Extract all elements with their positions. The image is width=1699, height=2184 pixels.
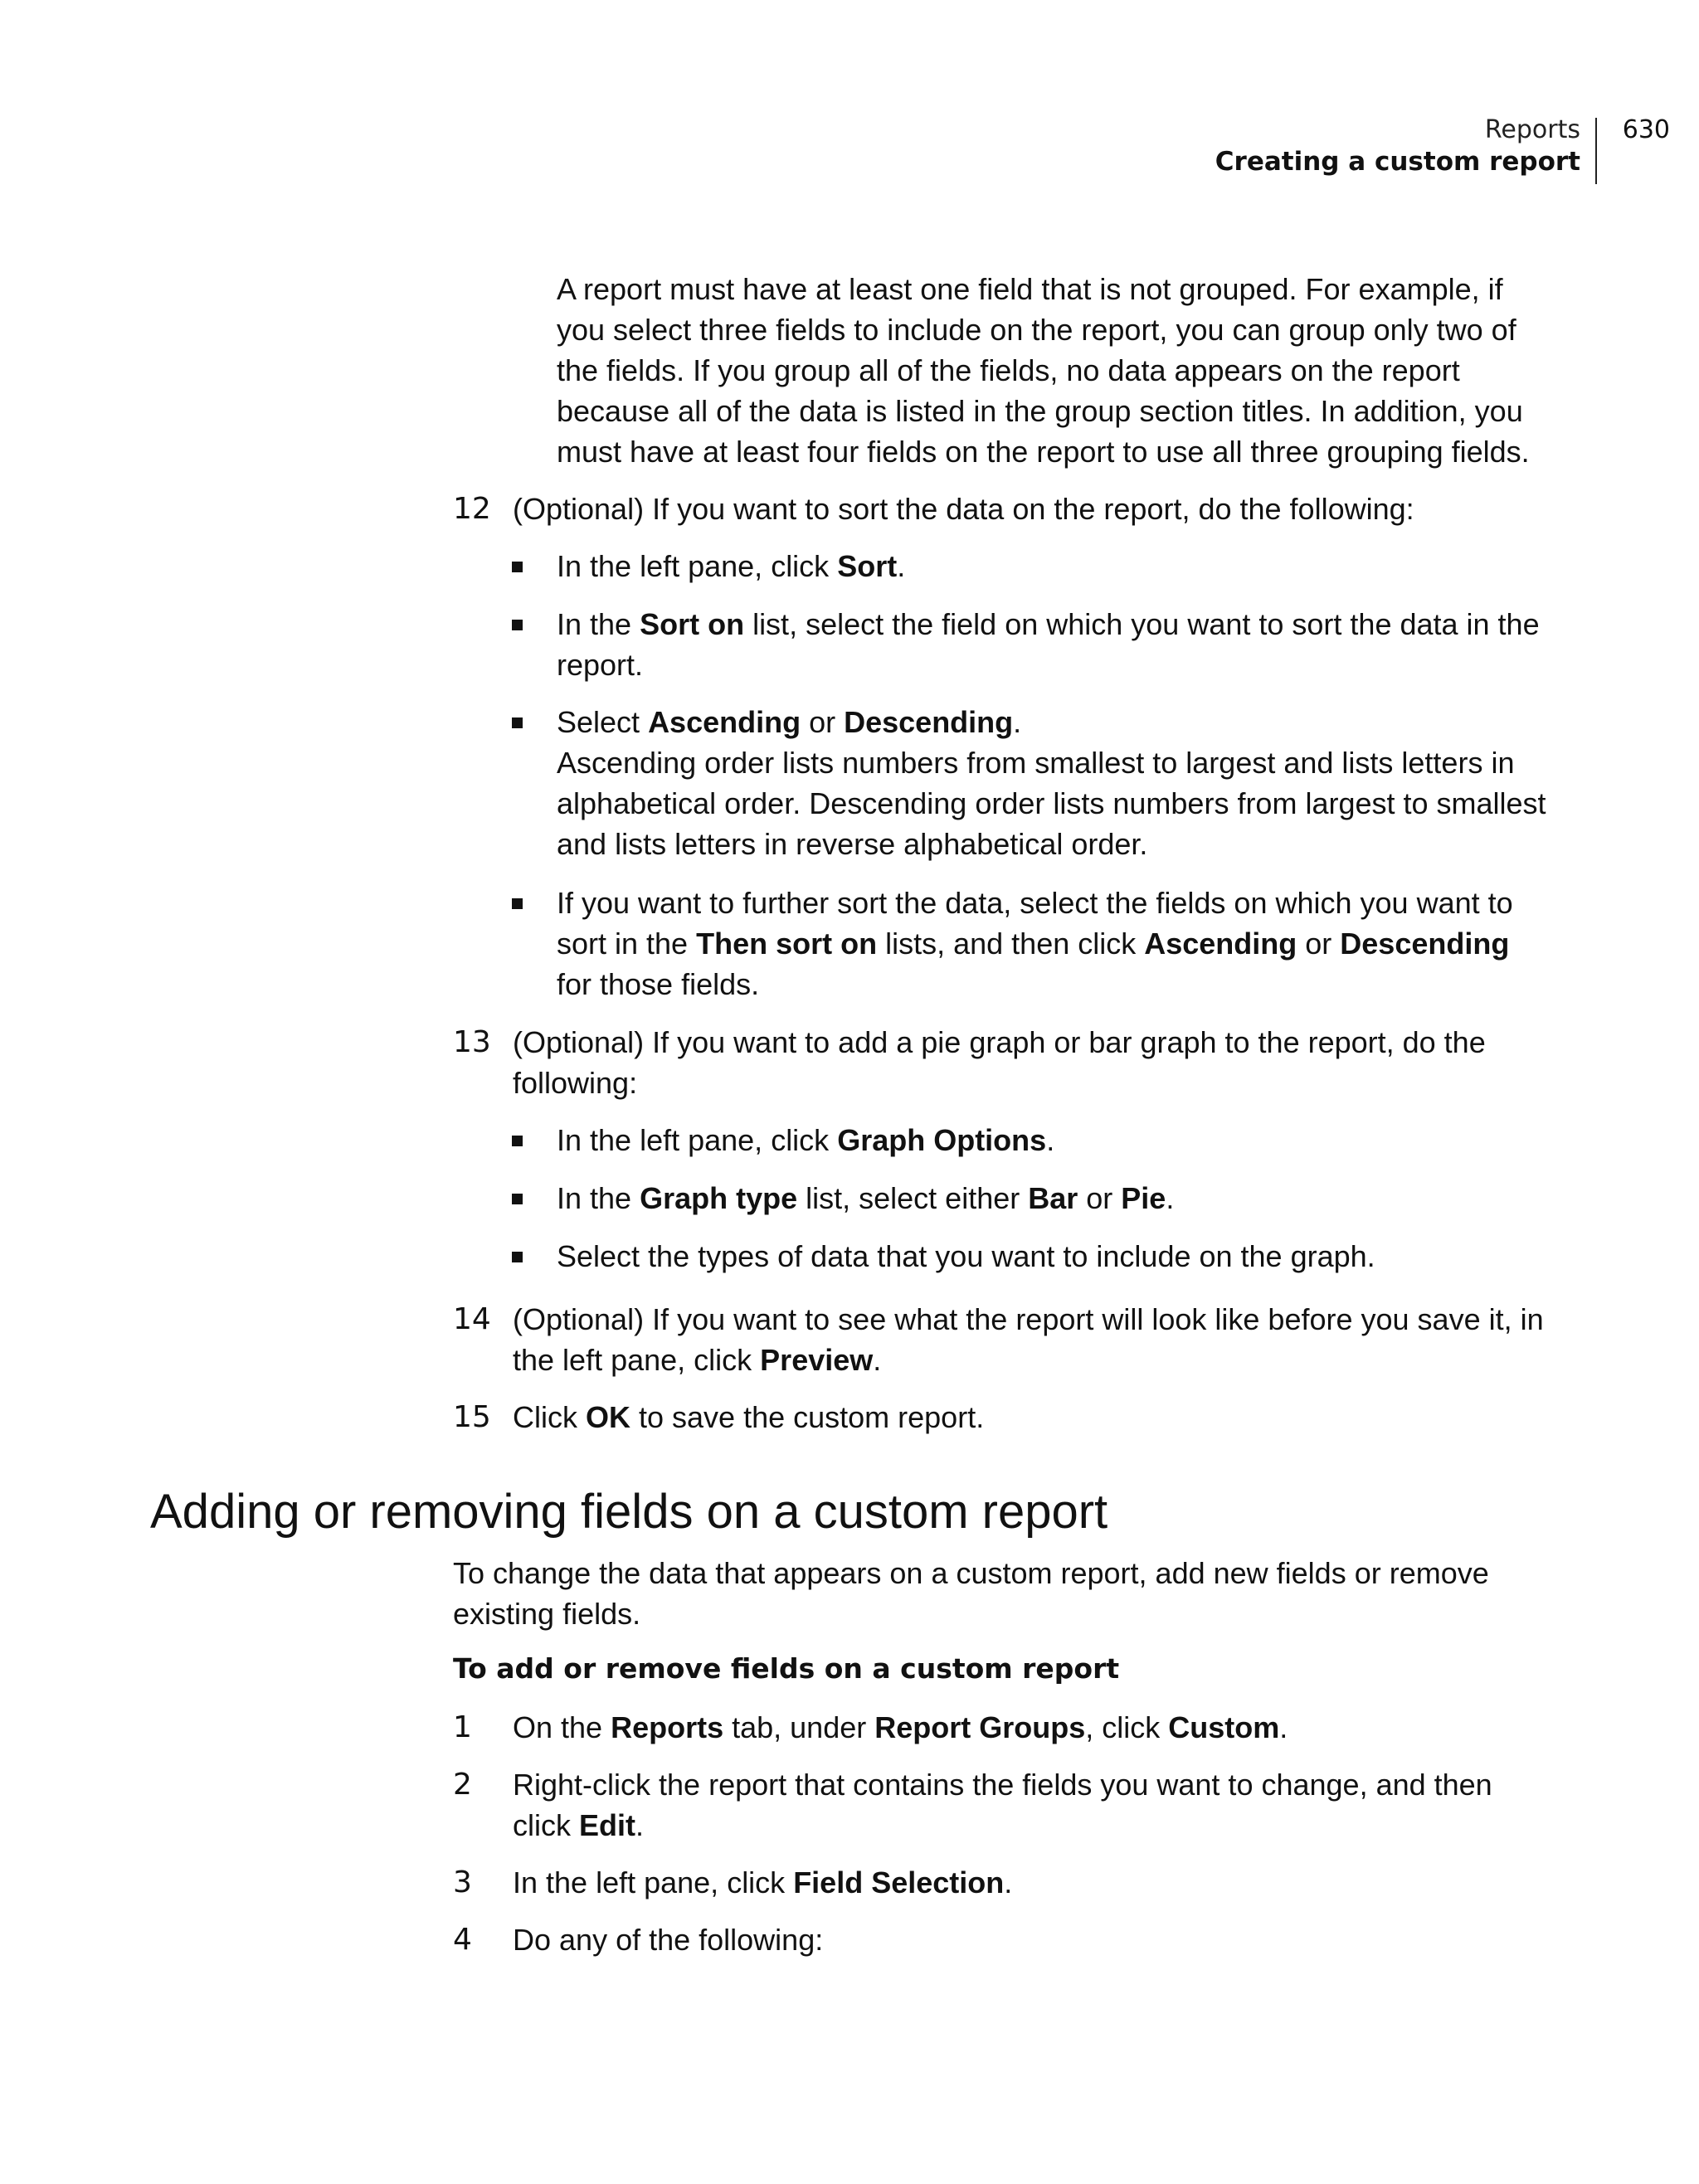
bullet-marker <box>512 620 523 630</box>
bullet-text: If you want to further sort the data, select the fields on which you want to sort in the Then sort on lists, and then click Ascending or Descending for those fields. <box>557 886 1513 1001</box>
step-13-bullet-3 <box>512 1236 1549 1277</box>
bullet-detail: Ascending order lists numbers from smallest to largest and lists letters in alphabetical order. Descending order lists numbers from largest to smallest and lists letters in reverse alphabetical order. <box>557 746 1546 861</box>
step-12 <box>453 489 1548 529</box>
step-13 <box>453 1022 1548 1103</box>
step-number: 4 <box>453 1923 472 1957</box>
bullet-marker <box>512 717 523 728</box>
step-13-bullet-2 <box>512 1178 1549 1218</box>
bullet-marker <box>512 1252 523 1262</box>
step-number: 12 <box>453 492 491 526</box>
header-divider <box>1595 118 1597 184</box>
step-number: 13 <box>453 1025 491 1059</box>
bullet-text: In the Sort on list, select the field on which you want to sort the data in the report. <box>557 607 1540 682</box>
step-text: On the Reports tab, under Report Groups, click Custom. <box>513 1710 1288 1744</box>
step-number: 2 <box>453 1768 472 1802</box>
step-number: 14 <box>453 1302 491 1336</box>
step-number: 15 <box>453 1400 491 1434</box>
bullet-marker <box>512 898 523 909</box>
step-text: (Optional) If you want to sort the data on the report, do the following: <box>513 492 1414 526</box>
header-section: Creating a custom report <box>1215 147 1580 177</box>
step-text: In the left pane, click Field Selection. <box>513 1865 1013 1899</box>
section2-step-4 <box>453 1919 1548 1960</box>
bullet-text: In the left pane, click Sort. <box>557 549 906 583</box>
header-chapter: Reports <box>1484 115 1580 144</box>
bullet-text: In the Graph type list, select either Bar or Pie. <box>557 1181 1175 1215</box>
step-12-bullet-3 <box>512 702 1549 864</box>
step-12-bullet-4 <box>512 883 1549 1004</box>
bullet-text: Select Ascending or Descending. <box>557 705 1022 739</box>
section-heading: Adding or removing fields on a custom report <box>150 1485 1108 1539</box>
step-text: (Optional) If you want to add a pie graph or bar graph to the report, do the following: <box>513 1025 1486 1100</box>
step-15 <box>453 1397 1548 1437</box>
step-number: 1 <box>453 1710 472 1744</box>
step-text: Do any of the following: <box>513 1923 824 1957</box>
step-text: Click OK to save the custom report. <box>513 1400 985 1434</box>
step-14 <box>453 1299 1548 1380</box>
section-intro: To change the data that appears on a custom report, add new fields or remove existing fields. <box>453 1556 1489 1631</box>
step-text: Right-click the report that contains the fields you want to change, and then click Edit. <box>513 1768 1492 1842</box>
section2-step-3 <box>453 1862 1548 1903</box>
running-header <box>1215 114 1670 178</box>
bullet-marker <box>512 1136 523 1146</box>
step-13-bullet-1 <box>512 1120 1549 1160</box>
page-number: 630 <box>1622 115 1670 144</box>
bullet-text: In the left pane, click Graph Options. <box>557 1123 1055 1157</box>
bullet-text: Select the types of data that you want to include on the graph. <box>557 1239 1375 1273</box>
step-12-bullet-1 <box>512 546 1549 586</box>
step-text: (Optional) If you want to see what the report will look like before you save it, in the left pane, click Preview. <box>513 1302 1544 1377</box>
intro-note: A report must have at least one field that is not grouped. For example, if you select three fields to include on the report, you can group only two of the fields. If you group all of the fields, no data appears on the report because all of the data is listed in the group section titles. In addition, you must have at least four fields on the report to use all three grouping fields. <box>557 272 1530 469</box>
bullet-marker <box>512 562 523 572</box>
section2-step-1 <box>453 1707 1548 1748</box>
step-12-bullet-2 <box>512 604 1549 685</box>
section2-step-2 <box>453 1764 1548 1846</box>
procedure-title: To add or remove fields on a custom report <box>453 1652 1120 1685</box>
step-number: 3 <box>453 1865 472 1899</box>
bullet-marker <box>512 1194 523 1204</box>
